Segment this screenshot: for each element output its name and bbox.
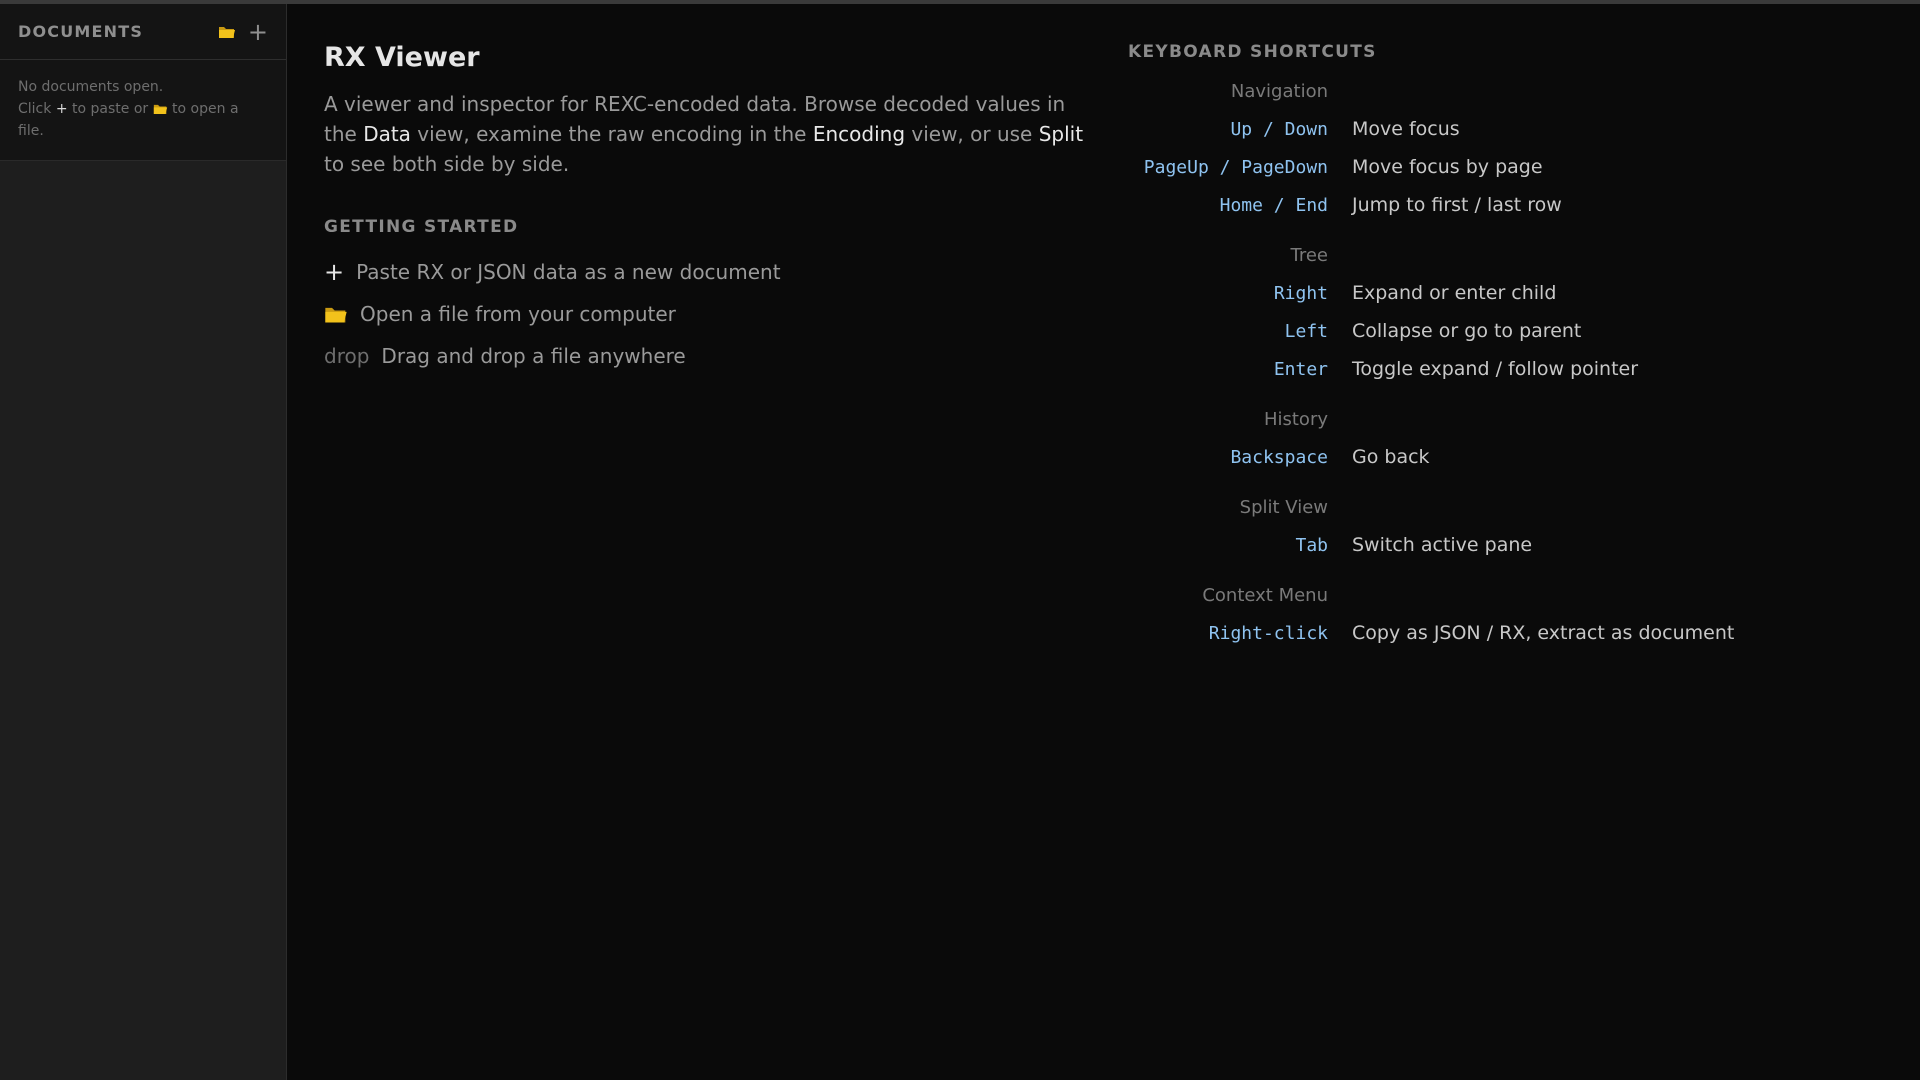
intro-part: view, or use <box>905 122 1039 146</box>
shortcut-desc: Move focus by page <box>1352 156 1543 178</box>
plus-icon: + <box>55 101 68 117</box>
paste-data-action[interactable] <box>324 251 1104 293</box>
open-file-action[interactable] <box>324 293 1104 335</box>
shortcut-group-navigation <box>1128 72 1888 110</box>
shortcut-key: Backspace <box>1230 446 1328 468</box>
shortcut-group-tree <box>1128 236 1888 274</box>
group-label: Context Menu <box>1202 584 1328 606</box>
documents-sidebar <box>0 4 287 1080</box>
shortcut-row <box>1128 438 1888 476</box>
shortcut-row <box>1128 274 1888 312</box>
shortcut-group-history <box>1128 400 1888 438</box>
encoding-view-term: Encoding <box>812 122 906 146</box>
drag-drop-hint <box>324 335 1104 377</box>
sidebar-actions <box>218 17 268 46</box>
page-title: RX Viewer <box>324 42 480 73</box>
open-file-label: Open a file from your computer <box>360 302 676 326</box>
shortcut-row <box>1128 186 1888 224</box>
empty-hint-click: Click <box>18 101 52 117</box>
getting-started-title: GETTING STARTED <box>324 217 519 237</box>
sidebar-title: DOCUMENTS <box>18 22 144 41</box>
intro-part: to see both side by side. <box>324 152 570 176</box>
shortcut-key: PageUp / PageDown <box>1143 156 1328 178</box>
shortcut-desc: Toggle expand / follow pointer <box>1352 358 1639 380</box>
shortcut-row <box>1128 526 1888 564</box>
intro-part: view, examine the raw encoding in the <box>410 122 813 146</box>
group-label: Split View <box>1239 496 1328 518</box>
group-label: Tree <box>1290 244 1328 266</box>
shortcuts-table <box>1128 72 1888 652</box>
new-document-button[interactable] <box>247 17 268 46</box>
shortcut-row <box>1128 614 1888 652</box>
sidebar-header <box>0 4 286 60</box>
group-label: History <box>1263 408 1328 430</box>
open-file-button[interactable] <box>218 25 236 39</box>
shortcut-group-context-menu <box>1128 576 1888 614</box>
plus-icon: + <box>247 17 268 46</box>
intro-part: A viewer and inspector for REXC-encoded data. Browse decoded values in the <box>324 92 1066 146</box>
shortcut-row <box>1128 110 1888 148</box>
shortcut-key: Left <box>1284 320 1328 342</box>
shortcut-desc: Switch active pane <box>1352 534 1533 556</box>
empty-hint-open: to open a file. <box>18 101 239 139</box>
drag-drop-label: Drag and drop a file anywhere <box>381 344 686 368</box>
shortcut-key: Tab <box>1295 534 1328 556</box>
sidebar-empty-state <box>0 60 286 161</box>
welcome-panel <box>288 4 1920 1080</box>
intro-column <box>324 42 1104 377</box>
shortcut-desc: Go back <box>1352 446 1430 468</box>
shortcut-key: Right <box>1273 282 1328 304</box>
paste-data-label: Paste RX or JSON data as a new document <box>356 260 781 284</box>
empty-hint <box>18 98 268 142</box>
shortcut-desc: Jump to first / last row <box>1352 194 1562 216</box>
data-view-term: Data <box>363 122 411 146</box>
shortcuts-title: KEYBOARD SHORTCUTS <box>1128 42 1377 62</box>
shortcut-row <box>1128 148 1888 186</box>
shortcuts-column <box>1128 42 1888 652</box>
plus-icon: + <box>324 258 345 286</box>
folder-icon <box>218 25 236 39</box>
shortcut-group-split-view <box>1128 488 1888 526</box>
getting-started-list <box>324 251 1104 377</box>
shortcut-key: Enter <box>1273 358 1328 380</box>
shortcut-row <box>1128 350 1888 388</box>
shortcut-desc: Move focus <box>1352 118 1460 140</box>
shortcut-row <box>1128 312 1888 350</box>
folder-icon <box>324 305 348 324</box>
drop-label: drop <box>324 344 370 368</box>
empty-message: No documents open. <box>18 79 164 95</box>
shortcut-desc: Collapse or go to parent <box>1352 320 1582 342</box>
shortcut-desc: Copy as JSON / RX, extract as document <box>1352 622 1735 644</box>
empty-hint-paste: to paste or <box>72 101 149 117</box>
folder-icon <box>153 103 168 115</box>
shortcut-key: Right-click <box>1208 622 1328 644</box>
group-label: Navigation <box>1230 80 1328 102</box>
intro-text <box>324 89 1104 179</box>
split-view-term: Split <box>1038 122 1084 146</box>
shortcut-key: Home / End <box>1219 194 1328 216</box>
shortcut-key: Up / Down <box>1230 118 1328 140</box>
shortcut-desc: Expand or enter child <box>1352 282 1557 304</box>
